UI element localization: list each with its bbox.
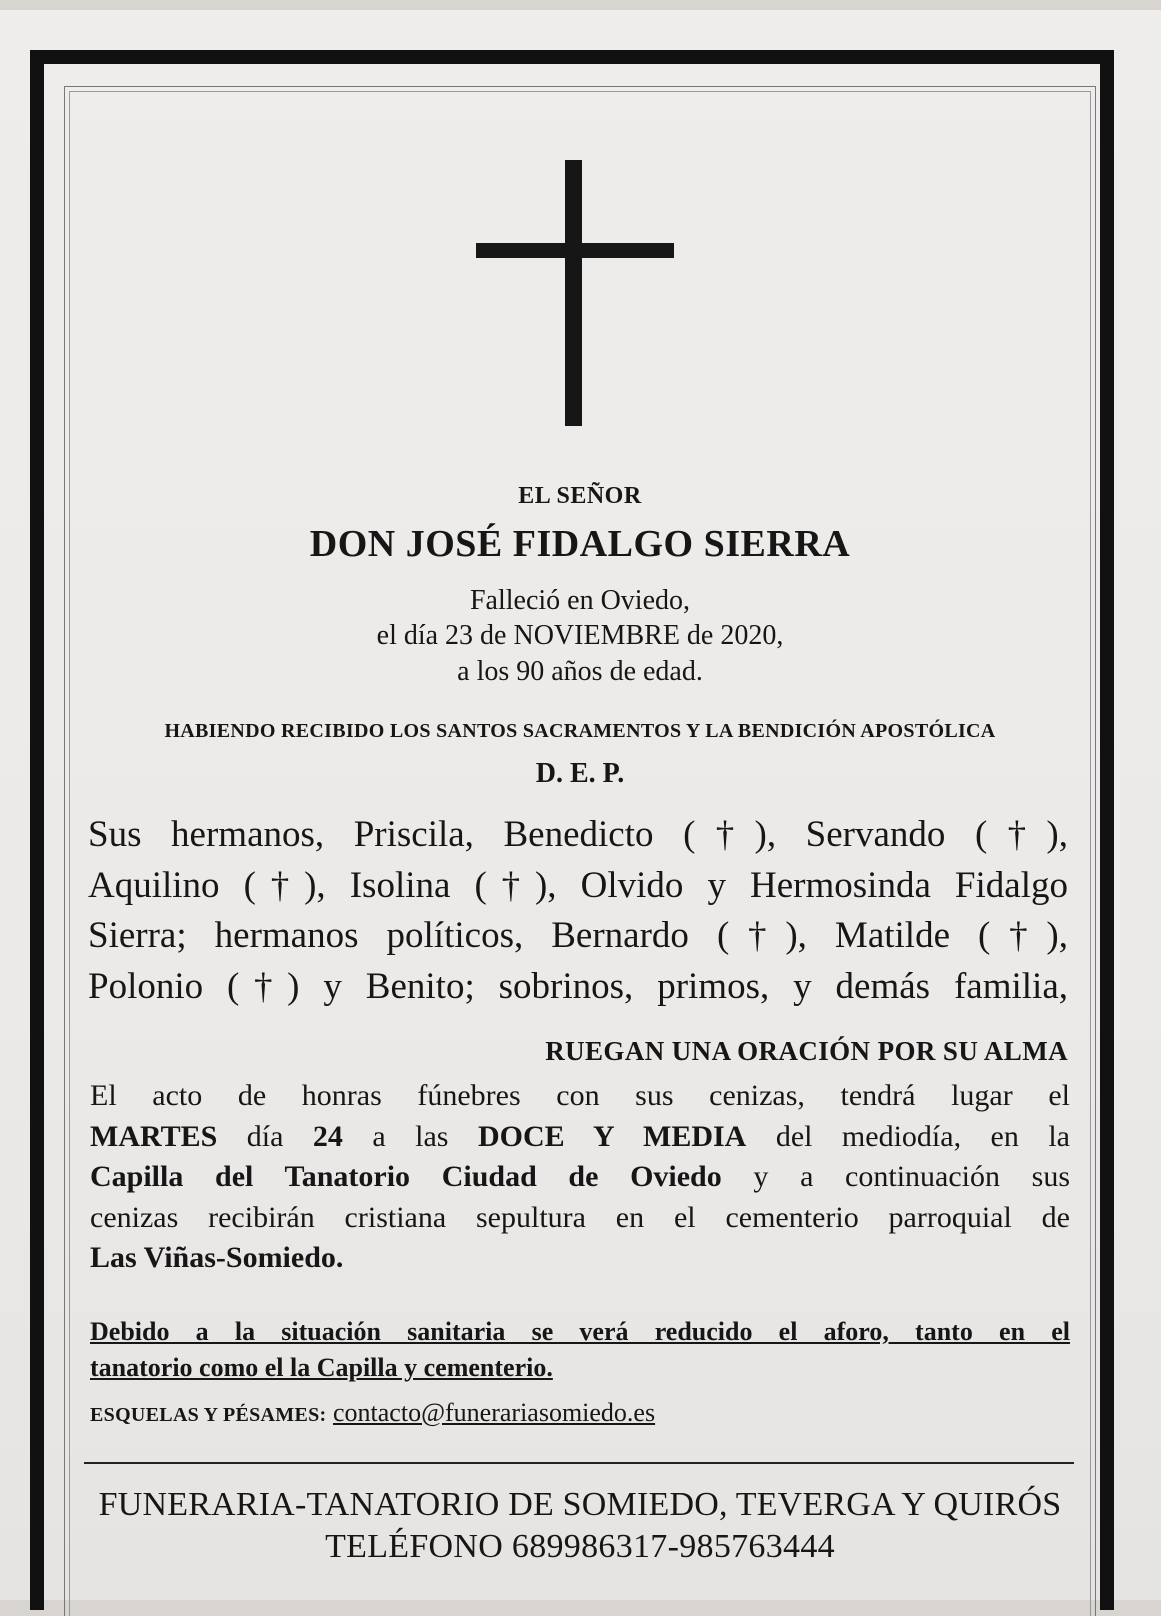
cross-vertical-bar bbox=[565, 160, 582, 426]
service-date-number: 24 bbox=[312, 1119, 343, 1153]
family-line: Aquilino (†), Isolina (†), Olvido y Hermosinda Fidalgo bbox=[88, 864, 1068, 906]
warning-line: tanatorio como el la Capilla y cementerio. bbox=[90, 1353, 553, 1382]
cross-horizontal-bar bbox=[476, 243, 674, 258]
dep-line: D. E. P. bbox=[535, 758, 625, 789]
death-place: Falleció en Oviedo, bbox=[469, 585, 691, 616]
service-line bbox=[90, 1117, 1070, 1158]
service-text: cenizas recibirán cristiana sepultura en el cementerio parroquial de bbox=[90, 1200, 1070, 1234]
funeral-home-phone: TELÉFONO 689986317-985763444 bbox=[325, 1528, 835, 1565]
honorific: EL SEÑOR bbox=[518, 483, 642, 509]
cemetery-place: Las Viñas-Somiedo. bbox=[90, 1241, 344, 1274]
service-line bbox=[90, 1198, 1070, 1239]
family-paragraph bbox=[88, 810, 1068, 1012]
service-text: del mediodía, en la bbox=[746, 1119, 1070, 1153]
condolences-contact bbox=[90, 1398, 655, 1428]
sacraments-line: HABIENDO RECIBIDO LOS SANTOS SACRAMENTOS Y LA BENDICIÓN APOSTÓLICA bbox=[164, 720, 996, 742]
service-line bbox=[90, 1076, 1070, 1117]
service-time: DOCE Y MEDIA bbox=[477, 1119, 747, 1153]
service-text: día bbox=[217, 1119, 313, 1153]
contact-label: ESQUELAS Y PÉSAMES: bbox=[90, 1404, 327, 1426]
service-line bbox=[90, 1238, 1070, 1279]
sanitary-warning bbox=[90, 1314, 1070, 1386]
service-text: El acto de honras fúnebres con sus cenizas, tendrá lugar el bbox=[90, 1079, 1070, 1112]
warning-line: Debido a la situación sanitaria se verá reducido el aforo, tanto en el bbox=[90, 1317, 1070, 1346]
death-age: a los 90 años de edad. bbox=[457, 656, 703, 687]
death-date: el día 23 de NOVIEMBRE de 2020, bbox=[376, 620, 784, 651]
family-line: Sierra; hermanos políticos, Bernardo (†), Matilde (†), bbox=[88, 915, 1068, 956]
family-line: Polonio (†) y Benito; sobrinos, primos, y demás familia, bbox=[88, 965, 1068, 1007]
deceased-name: DON JOSÉ FIDALGO SIERRA bbox=[309, 523, 851, 565]
family-line: Sus hermanos, Priscila, Benedicto (†), Servando (†), bbox=[88, 814, 1068, 855]
service-text: y a continuación sus bbox=[721, 1160, 1070, 1193]
prayer-request: RUEGAN UNA ORACIÓN POR SU ALMA bbox=[545, 1036, 1068, 1066]
service-paragraph bbox=[90, 1076, 1070, 1279]
service-venue: Capilla del Tanatorio Ciudad de Oviedo bbox=[90, 1160, 722, 1193]
service-line bbox=[90, 1157, 1070, 1198]
contact-email-link[interactable]: contacto@funerariasomiedo.es bbox=[333, 1398, 656, 1427]
service-day: MARTES bbox=[90, 1119, 218, 1153]
service-text: a las bbox=[342, 1119, 478, 1153]
funeral-home-name: FUNERARIA-TANATORIO DE SOMIEDO, TEVERGA Y QUIRÓS bbox=[98, 1486, 1062, 1523]
footer-divider bbox=[84, 1462, 1074, 1464]
